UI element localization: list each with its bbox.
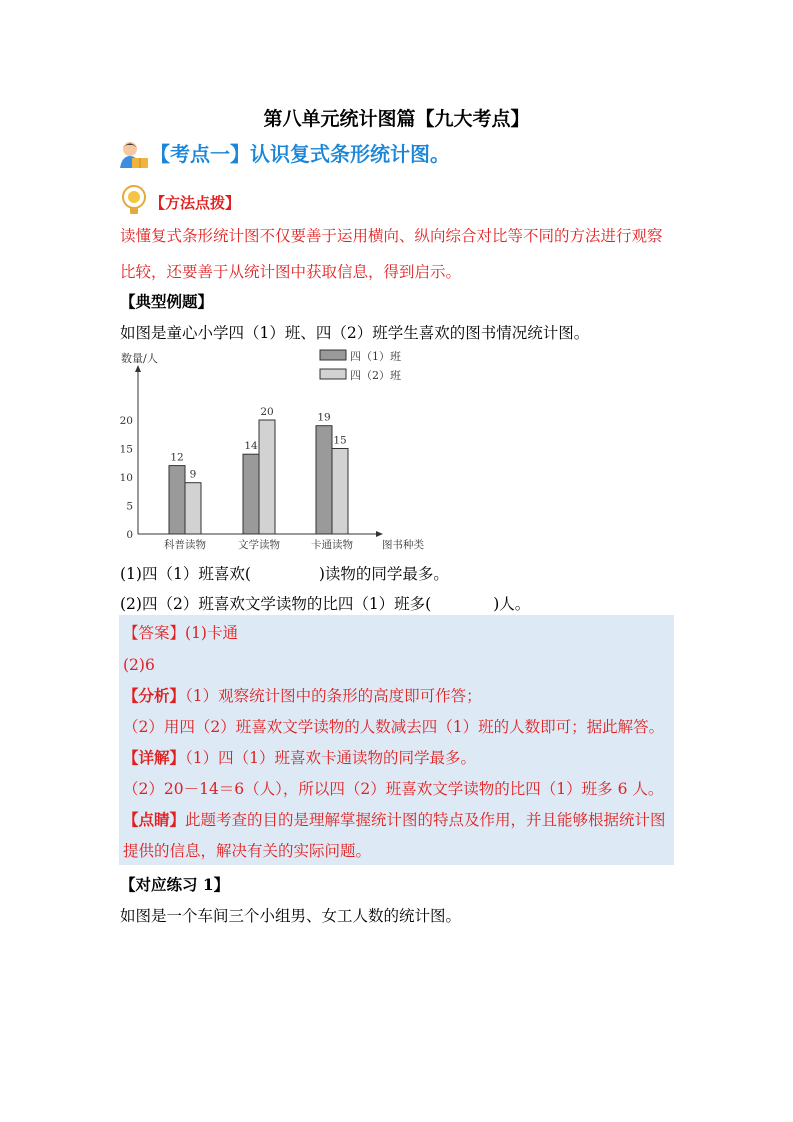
bar bbox=[316, 426, 332, 534]
bar bbox=[243, 454, 259, 534]
x-tick-label: 文学读物 bbox=[238, 539, 280, 551]
bar-value-label: 20 bbox=[260, 406, 274, 418]
book-preference-bar-chart bbox=[118, 342, 424, 554]
bar bbox=[185, 483, 201, 534]
comment-1: 此题考查的目的是理解掌握统计图的特点及作用，并且能够根据统计图 bbox=[185, 811, 666, 829]
legend-swatch bbox=[320, 369, 346, 379]
student-reading-icon bbox=[118, 140, 152, 170]
comment-label: 【点睛】 bbox=[123, 810, 186, 829]
answer-label: 【答案】 bbox=[123, 624, 186, 642]
answer-2: (2)6 bbox=[123, 656, 155, 674]
question-2-suffix: )人。 bbox=[493, 595, 531, 613]
y-tick-label: 0 bbox=[126, 529, 133, 541]
question-2 bbox=[120, 592, 530, 614]
y-axis-arrow bbox=[135, 365, 141, 372]
practice-label: 【对应练习 1】 bbox=[120, 875, 230, 894]
bar bbox=[259, 420, 275, 534]
legend-swatch bbox=[320, 350, 346, 360]
analysis-1: （1）观察统计图中的条形的高度即可作答； bbox=[185, 687, 482, 705]
method-text bbox=[120, 218, 680, 290]
detail-line-1 bbox=[123, 748, 476, 768]
detail-label: 【详解】 bbox=[123, 748, 186, 767]
answer-1: (1)卡通 bbox=[185, 624, 238, 642]
detail-2: （2）20－14＝6（人），所以四（2）班喜欢文学读物的比四（1）班多 6 人。 bbox=[123, 780, 664, 798]
y-tick-label: 20 bbox=[119, 415, 133, 427]
method-line-1: 读懂复式条形统计图不仅要善于运用横向、纵向综合对比等不同的方法进行观察 bbox=[120, 227, 663, 245]
bar-value-label: 15 bbox=[333, 434, 347, 447]
practice-intro: 如图是一个车间三个小组男、女工人数的统计图。 bbox=[120, 907, 462, 925]
comment-2: 提供的信息，解决有关的实际问题。 bbox=[123, 842, 372, 860]
legend-label: 四（1）班 bbox=[350, 350, 401, 363]
example-label: 【典型例题】 bbox=[120, 292, 214, 311]
analysis-label: 【分析】 bbox=[123, 686, 186, 705]
legend-label: 四（2）班 bbox=[350, 369, 401, 382]
bar-value-label: 9 bbox=[189, 468, 197, 481]
example-intro: 如图是童心小学四（1）班、四（2）班学生喜欢的图书情况统计图。 bbox=[120, 324, 590, 342]
answer-box bbox=[119, 615, 674, 865]
question-1-suffix: )读物的同学最多。 bbox=[318, 565, 449, 583]
x-axis-arrow bbox=[376, 531, 383, 537]
bar-value-label: 14 bbox=[244, 440, 258, 453]
y-tick-label: 10 bbox=[119, 472, 133, 484]
bar bbox=[169, 466, 185, 534]
x-tick-label: 科普读物 bbox=[164, 539, 206, 551]
analysis-2: （2）用四（2）班喜欢文学读物的人数减去四（1）班的人数即可；据此解答。 bbox=[123, 718, 665, 736]
y-tick-label: 5 bbox=[126, 500, 133, 513]
x-tick-label: 卡通读物 bbox=[311, 539, 353, 551]
y-axis-label: 数量/人 bbox=[121, 352, 158, 365]
page-title: 第八单元统计图篇【九大考点】 bbox=[263, 108, 530, 130]
bar-value-label: 12 bbox=[170, 451, 184, 464]
method-line-2: 比较，还要善于从统计图中获取信息，得到启示。 bbox=[120, 263, 462, 281]
question-1 bbox=[120, 562, 449, 584]
question-1-prefix: (1)四（1）班喜欢( bbox=[120, 565, 251, 583]
kaodian-heading: 【考点一】认识复式条形统计图。 bbox=[150, 142, 450, 166]
bar-value-label: 19 bbox=[317, 411, 331, 424]
lightbulb-icon bbox=[120, 184, 148, 216]
question-2-prefix: (2)四（2）班喜欢文学读物的比四（1）班多( bbox=[120, 595, 432, 613]
comment-line-1 bbox=[123, 810, 666, 830]
method-label: 【方法点拨】 bbox=[150, 194, 241, 212]
analysis-line-1 bbox=[123, 686, 482, 706]
detail-1: （1）四（1）班喜欢卡通读物的同学最多。 bbox=[185, 749, 476, 767]
bar bbox=[332, 449, 348, 535]
y-tick-label: 15 bbox=[119, 443, 133, 456]
x-axis-label: 图书种类 bbox=[382, 539, 424, 551]
answer-line-1 bbox=[123, 623, 238, 643]
